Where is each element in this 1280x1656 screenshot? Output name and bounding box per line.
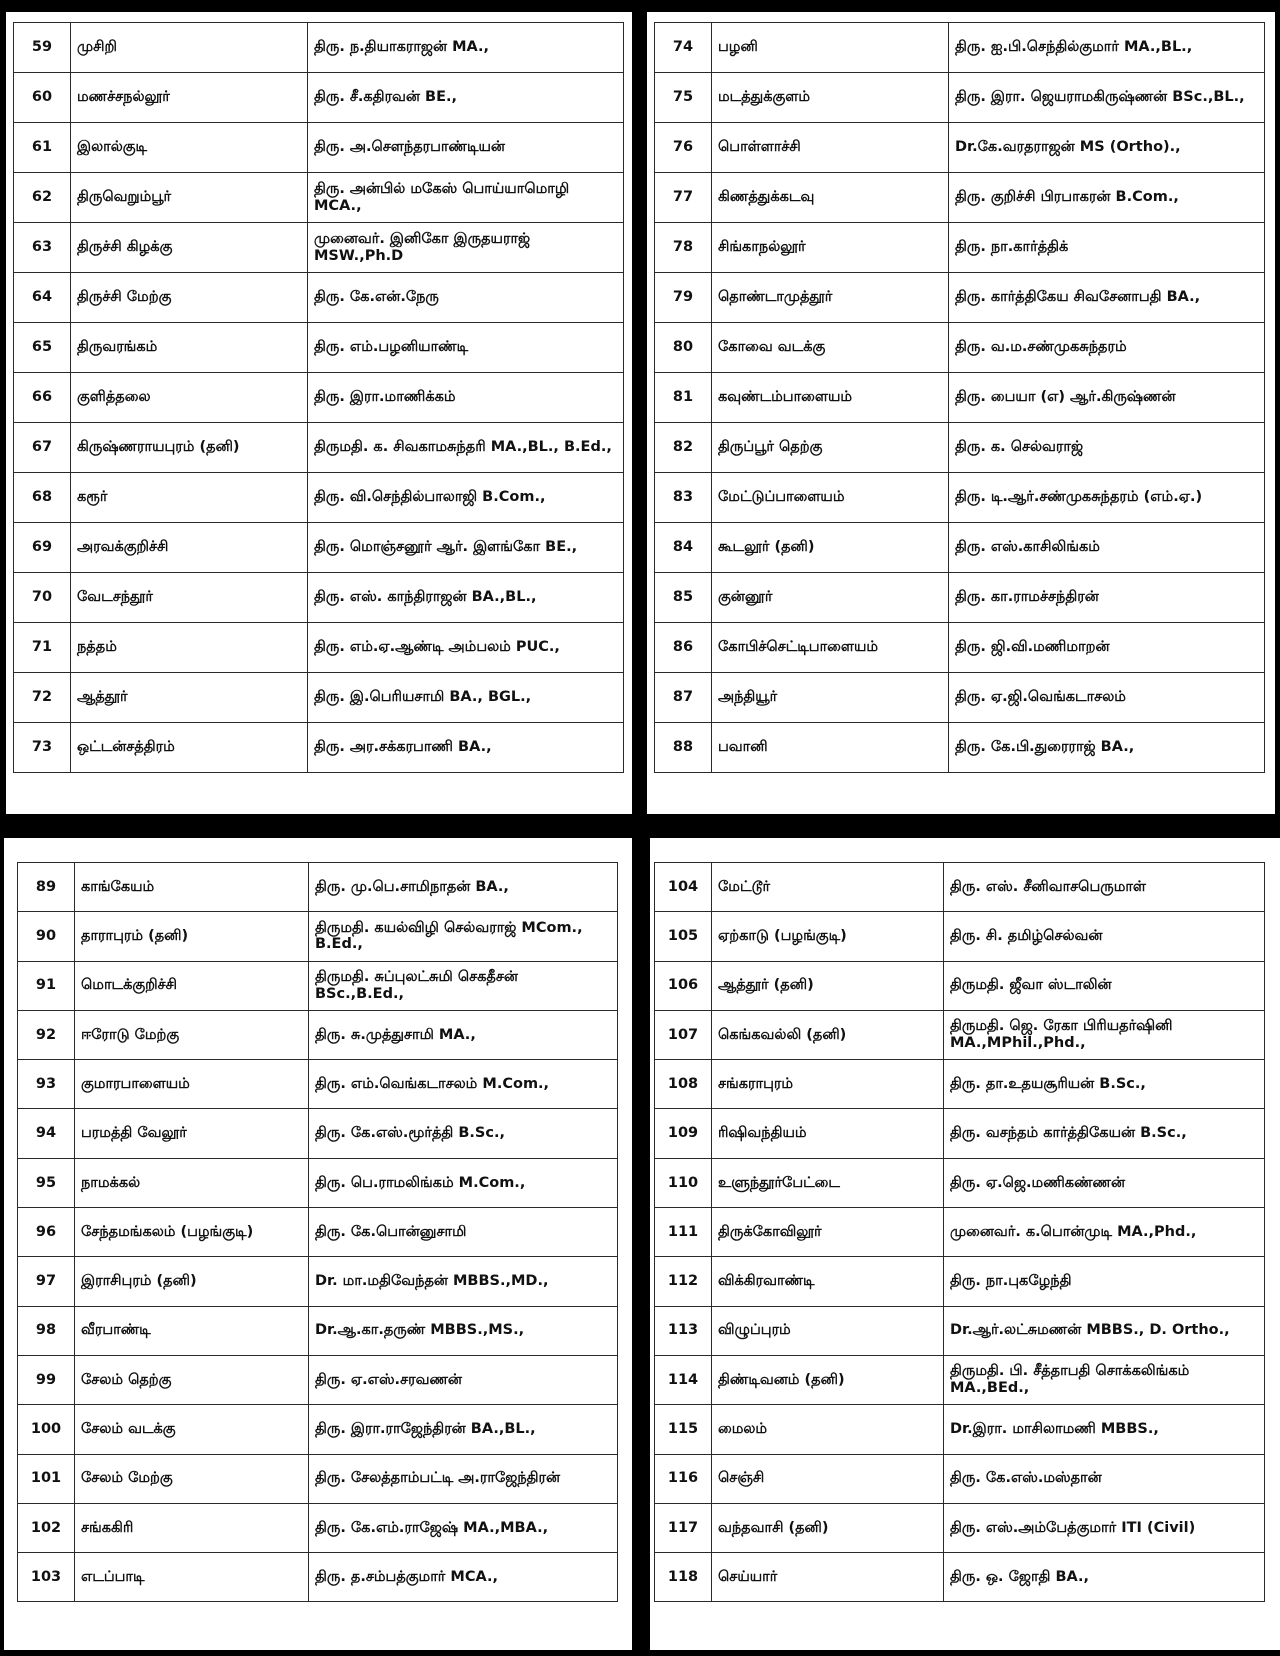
constituency-name: செய்யார் xyxy=(712,1553,944,1602)
candidate-name: திரு. இரா. ஜெயராமகிருஷ்ணன் BSc.,BL., xyxy=(949,73,1265,123)
table-row xyxy=(14,373,624,423)
table-row xyxy=(18,1405,618,1454)
row-number: 68 xyxy=(14,473,71,523)
candidate-name: Dr.இரா. மாசிலாமணி MBBS., xyxy=(944,1405,1265,1454)
constituency-name: வீரபாண்டி xyxy=(75,1306,309,1355)
table-row xyxy=(655,1306,1265,1355)
constituency-name: வேடசந்தூர் xyxy=(71,573,308,623)
constituency-name: சேலம் மேற்கு xyxy=(75,1454,309,1503)
constituency-name: ஆத்தூர் (தனி) xyxy=(712,961,944,1010)
row-number: 89 xyxy=(18,863,75,912)
row-number: 114 xyxy=(655,1355,712,1404)
constituency-name: மொடக்குறிச்சி xyxy=(75,961,309,1010)
candidate-name: திரு. நா.கார்த்திக் xyxy=(949,223,1265,273)
candidate-name: திருமதி. ஜெ. ரேகா பிரியதர்ஷினி MA.,MPhil.,Phd., xyxy=(944,1010,1265,1059)
candidate-name: திரு. எஸ்.காசிலிங்கம் xyxy=(949,523,1265,573)
table-row xyxy=(655,1405,1265,1454)
table-row xyxy=(655,323,1265,373)
row-number: 64 xyxy=(14,273,71,323)
candidate-name: திரு. குறிச்சி பிரபாகரன் B.Com., xyxy=(949,173,1265,223)
candidate-name: திரு. க. செல்வராஜ் xyxy=(949,423,1265,473)
constituency-name: ரிஷிவந்தியம் xyxy=(712,1109,944,1158)
candidate-name: திரு. பையா (எ) ஆர்.கிருஷ்ணன் xyxy=(949,373,1265,423)
candidate-name: Dr. மா.மதிவேந்தன் MBBS.,MD., xyxy=(309,1257,618,1306)
row-number: 98 xyxy=(18,1306,75,1355)
candidate-name: திருமதி. ஜீவா ஸ்டாலின் xyxy=(944,961,1265,1010)
row-number: 61 xyxy=(14,123,71,173)
row-number: 92 xyxy=(18,1010,75,1059)
constituency-name: செஞ்சி xyxy=(712,1454,944,1503)
constituency-name: குமாரபாளையம் xyxy=(75,1060,309,1109)
row-number: 103 xyxy=(18,1553,75,1602)
candidate-name: Dr.ஆர்.லட்சுமணன் MBBS., D. Ortho., xyxy=(944,1306,1265,1355)
table-row xyxy=(18,1553,618,1602)
table-row xyxy=(14,623,624,673)
candidate-name: திரு. வசந்தம் கார்த்திகேயன் B.Sc., xyxy=(944,1109,1265,1158)
candidate-name: திரு. டி.ஆர்.சண்முகசுந்தரம் (எம்.ஏ.) xyxy=(949,473,1265,523)
row-number: 95 xyxy=(18,1158,75,1207)
constituency-name: சேந்தமங்கலம் (பழங்குடி) xyxy=(75,1208,309,1257)
constituency-name: கவுண்டம்பாளையம் xyxy=(712,373,949,423)
table-row xyxy=(14,473,624,523)
candidate-name: திரு. எஸ். காந்திராஜன் BA.,BL., xyxy=(308,573,624,623)
candidate-name: திரு. மொஞ்சனூர் ஆர். இளங்கோ BE., xyxy=(308,523,624,573)
row-number: 90 xyxy=(18,912,75,961)
candidate-name: திரு. அர.சக்கரபாணி BA., xyxy=(308,723,624,773)
row-number: 109 xyxy=(655,1109,712,1158)
candidate-name: திரு. கே.எம்.ராஜேஷ் MA.,MBA., xyxy=(309,1503,618,1552)
row-number: 86 xyxy=(655,623,712,673)
row-number: 73 xyxy=(14,723,71,773)
candidate-name: திரு. இரா.மாணிக்கம் xyxy=(308,373,624,423)
constituency-name: கரூர் xyxy=(71,473,308,523)
row-number: 111 xyxy=(655,1208,712,1257)
table-row xyxy=(655,373,1265,423)
candidate-name: திரு. ஏ.ஜி.வெங்கடாசலம் xyxy=(949,673,1265,723)
table-row xyxy=(655,473,1265,523)
constituency-name: குன்னூர் xyxy=(712,573,949,623)
row-number: 62 xyxy=(14,173,71,223)
table-row xyxy=(655,223,1265,273)
constituency-name: இராசிபுரம் (தனி) xyxy=(75,1257,309,1306)
table-row xyxy=(655,1355,1265,1404)
constituency-name: கிருஷ்ணராயபுரம் (தனி) xyxy=(71,423,308,473)
candidate-name: திரு. ஐ.பி.செந்தில்குமார் MA.,BL., xyxy=(949,23,1265,73)
table-row xyxy=(18,1306,618,1355)
candidate-name: திரு. கே.பொன்னுசாமி xyxy=(309,1208,618,1257)
row-number: 78 xyxy=(655,223,712,273)
table-row xyxy=(655,1454,1265,1503)
table-row xyxy=(655,723,1265,773)
row-number: 116 xyxy=(655,1454,712,1503)
row-number: 100 xyxy=(18,1405,75,1454)
table-row xyxy=(14,223,624,273)
table-row xyxy=(14,423,624,473)
row-number: 84 xyxy=(655,523,712,573)
row-number: 93 xyxy=(18,1060,75,1109)
candidate-name: திரு. சேலத்தாம்பட்டி அ.ராஜேந்திரன் xyxy=(309,1454,618,1503)
row-number: 63 xyxy=(14,223,71,273)
table-row xyxy=(14,673,624,723)
candidate-panel-2 xyxy=(647,12,1275,814)
table-row xyxy=(18,1010,618,1059)
constituency-name: திருச்சி மேற்கு xyxy=(71,273,308,323)
table-row xyxy=(18,1355,618,1404)
constituency-name: காங்கேயம் xyxy=(75,863,309,912)
row-number: 113 xyxy=(655,1306,712,1355)
row-number: 117 xyxy=(655,1503,712,1552)
candidate-table xyxy=(654,862,1265,1602)
constituency-name: தொண்டாமுத்தூர் xyxy=(712,273,949,323)
constituency-name: எடப்பாடி xyxy=(75,1553,309,1602)
row-number: 99 xyxy=(18,1355,75,1404)
candidate-name: திரு. அன்பில் மகேஸ் பொய்யாமொழி MCA., xyxy=(308,173,624,223)
row-number: 60 xyxy=(14,73,71,123)
table-row xyxy=(18,1109,618,1158)
row-number: 82 xyxy=(655,423,712,473)
constituency-name: மைலம் xyxy=(712,1405,944,1454)
row-number: 112 xyxy=(655,1257,712,1306)
table-row xyxy=(14,573,624,623)
constituency-name: கூடலூர் (தனி) xyxy=(712,523,949,573)
table-row xyxy=(18,1060,618,1109)
table-row xyxy=(14,173,624,223)
row-number: 104 xyxy=(655,863,712,912)
table-row xyxy=(14,323,624,373)
constituency-name: கிணத்துக்கடவு xyxy=(712,173,949,223)
row-number: 97 xyxy=(18,1257,75,1306)
constituency-name: திருக்கோவிலூர் xyxy=(712,1208,944,1257)
table-row xyxy=(655,173,1265,223)
candidate-name: திரு. எம்.வெங்கடாசலம் M.Com., xyxy=(309,1060,618,1109)
row-number: 80 xyxy=(655,323,712,373)
candidate-name: திருமதி. சுப்புலட்சுமி செகதீசன் BSc.,B.Ed., xyxy=(309,961,618,1010)
constituency-name: திருச்சி கிழக்கு xyxy=(71,223,308,273)
candidate-name: திரு. சீ.கதிரவன் BE., xyxy=(308,73,624,123)
constituency-name: உளுந்தூர்பேட்டை xyxy=(712,1158,944,1207)
constituency-name: வந்தவாசி (தனி) xyxy=(712,1503,944,1552)
candidate-name: திரு. எஸ். சீனிவாசபெருமாள் xyxy=(944,863,1265,912)
row-number: 67 xyxy=(14,423,71,473)
candidate-name: Dr.ஆ.கா.தருண் MBBS.,MS., xyxy=(309,1306,618,1355)
constituency-name: பவானி xyxy=(712,723,949,773)
table-row xyxy=(18,1208,618,1257)
candidate-panel-3 xyxy=(4,838,632,1650)
candidate-name: திரு. மு.பெ.சாமிநாதன் BA., xyxy=(309,863,618,912)
candidate-name: திரு. அ.சௌந்தரபாண்டியன் xyxy=(308,123,624,173)
row-number: 85 xyxy=(655,573,712,623)
table-row xyxy=(18,912,618,961)
row-number: 72 xyxy=(14,673,71,723)
row-number: 108 xyxy=(655,1060,712,1109)
table-row xyxy=(655,1060,1265,1109)
table-row xyxy=(655,1553,1265,1602)
constituency-name: சங்ககிரி xyxy=(75,1503,309,1552)
row-number: 107 xyxy=(655,1010,712,1059)
row-number: 70 xyxy=(14,573,71,623)
table-row xyxy=(14,723,624,773)
constituency-name: விழுப்புரம் xyxy=(712,1306,944,1355)
table-row xyxy=(18,1257,618,1306)
candidate-name: திரு. கே.எஸ்.மூர்த்தி B.Sc., xyxy=(309,1109,618,1158)
constituency-name: சேலம் வடக்கு xyxy=(75,1405,309,1454)
row-number: 102 xyxy=(18,1503,75,1552)
constituency-name: பழனி xyxy=(712,23,949,73)
table-row xyxy=(655,23,1265,73)
row-number: 96 xyxy=(18,1208,75,1257)
constituency-name: கெங்கவல்லி (தனி) xyxy=(712,1010,944,1059)
table-row xyxy=(655,1257,1265,1306)
constituency-name: சங்கராபுரம் xyxy=(712,1060,944,1109)
constituency-name: விக்கிரவாண்டி xyxy=(712,1257,944,1306)
candidate-name: திரு. நா.புகழேந்தி xyxy=(944,1257,1265,1306)
row-number: 79 xyxy=(655,273,712,323)
row-number: 69 xyxy=(14,523,71,573)
row-number: 65 xyxy=(14,323,71,373)
table-row xyxy=(655,1158,1265,1207)
candidate-name: முனைவர். க.பொன்முடி MA.,Phd., xyxy=(944,1208,1265,1257)
table-row xyxy=(655,273,1265,323)
candidate-name: திருமதி. பி. சீத்தாபதி சொக்கலிங்கம் MA.,BEd., xyxy=(944,1355,1265,1404)
constituency-name: நத்தம் xyxy=(71,623,308,673)
row-number: 106 xyxy=(655,961,712,1010)
table-row xyxy=(14,73,624,123)
constituency-name: ஒட்டன்சத்திரம் xyxy=(71,723,308,773)
constituency-name: திருவெறும்பூர் xyxy=(71,173,308,223)
table-row xyxy=(655,73,1265,123)
table-row xyxy=(18,863,618,912)
table-row xyxy=(655,623,1265,673)
row-number: 87 xyxy=(655,673,712,723)
constituency-name: ஏற்காடு (பழங்குடி) xyxy=(712,912,944,961)
table-row xyxy=(655,1503,1265,1552)
candidate-name: திரு. ஏ.ஜெ.மணிகண்ணன் xyxy=(944,1158,1265,1207)
row-number: 118 xyxy=(655,1553,712,1602)
row-number: 91 xyxy=(18,961,75,1010)
table-row xyxy=(14,273,624,323)
constituency-name: கோபிச்செட்டிபாளையம் xyxy=(712,623,949,673)
candidate-table xyxy=(13,22,624,773)
row-number: 75 xyxy=(655,73,712,123)
row-number: 105 xyxy=(655,912,712,961)
candidate-name: திரு. தா.உதயசூரியன் B.Sc., xyxy=(944,1060,1265,1109)
candidate-table xyxy=(17,862,618,1602)
candidate-name: திரு. வி.செந்தில்பாலாஜி B.Com., xyxy=(308,473,624,523)
table-row xyxy=(18,1503,618,1552)
constituency-name: அந்தியூர் xyxy=(712,673,949,723)
constituency-name: திருப்பூர் தெற்கு xyxy=(712,423,949,473)
row-number: 59 xyxy=(14,23,71,73)
row-number: 115 xyxy=(655,1405,712,1454)
table-row xyxy=(14,123,624,173)
candidate-name: திரு. ஒ. ஜோதி BA., xyxy=(944,1553,1265,1602)
row-number: 94 xyxy=(18,1109,75,1158)
candidate-name: திரு. வ.ம.சண்முகசுந்தரம் xyxy=(949,323,1265,373)
constituency-name: ஈரோடு மேற்கு xyxy=(75,1010,309,1059)
candidate-name: முனைவர். இனிகோ இருதயராஜ் MSW.,Ph.D xyxy=(308,223,624,273)
candidate-name: திரு. ஜி.வி.மணிமாறன் xyxy=(949,623,1265,673)
candidate-name: திரு. கே.பி.துரைராஜ் BA., xyxy=(949,723,1265,773)
candidate-name: திருமதி. கயல்விழி செல்வராஜ் MCom., B.Ed., xyxy=(309,912,618,961)
candidate-name: Dr.கே.வரதராஜன் MS (Ortho)., xyxy=(949,123,1265,173)
row-number: 88 xyxy=(655,723,712,773)
table-row xyxy=(655,673,1265,723)
row-number: 77 xyxy=(655,173,712,223)
candidate-name: திரு. எம்.ஏ.ஆண்டி அம்பலம் PUC., xyxy=(308,623,624,673)
candidate-name: திரு. ஏ.எஸ்.சரவணன் xyxy=(309,1355,618,1404)
row-number: 66 xyxy=(14,373,71,423)
constituency-name: நாமக்கல் xyxy=(75,1158,309,1207)
constituency-name: இலால்குடி xyxy=(71,123,308,173)
table-row xyxy=(655,123,1265,173)
candidate-name: திரு. ந.தியாகராஜன் MA., xyxy=(308,23,624,73)
constituency-name: பொள்ளாச்சி xyxy=(712,123,949,173)
constituency-name: திருவரங்கம் xyxy=(71,323,308,373)
table-row xyxy=(655,863,1265,912)
candidate-name: திரு. சி. தமிழ்செல்வன் xyxy=(944,912,1265,961)
constituency-name: ஆத்தூர் xyxy=(71,673,308,723)
candidate-name: திரு. எம்.பழனியாண்டி xyxy=(308,323,624,373)
constituency-name: மடத்துக்குளம் xyxy=(712,73,949,123)
constituency-name: மேட்டுப்பாளையம் xyxy=(712,473,949,523)
row-number: 83 xyxy=(655,473,712,523)
candidate-name: திரு. கே.எஸ்.மஸ்தான் xyxy=(944,1454,1265,1503)
candidate-name: திரு. இ.பெரியசாமி BA., BGL., xyxy=(308,673,624,723)
table-row xyxy=(655,573,1265,623)
table-row xyxy=(14,23,624,73)
constituency-name: அரவக்குறிச்சி xyxy=(71,523,308,573)
table-row xyxy=(655,912,1265,961)
candidate-panel-4 xyxy=(650,838,1280,1650)
table-row xyxy=(655,523,1265,573)
candidate-name: திரு. கார்த்திகேய சிவசேனாபதி BA., xyxy=(949,273,1265,323)
row-number: 81 xyxy=(655,373,712,423)
candidate-name: திரு. கா.ராமச்சந்திரன் xyxy=(949,573,1265,623)
candidate-table xyxy=(654,22,1265,773)
candidate-name: திரு. பெ.ராமலிங்கம் M.Com., xyxy=(309,1158,618,1207)
table-row xyxy=(18,961,618,1010)
row-number: 101 xyxy=(18,1454,75,1503)
table-row xyxy=(655,961,1265,1010)
constituency-name: மணச்சநல்லூர் xyxy=(71,73,308,123)
constituency-name: முசிறி xyxy=(71,23,308,73)
candidate-name: திரு. எஸ்.அம்பேத்குமார் ITI (Civil) xyxy=(944,1503,1265,1552)
row-number: 74 xyxy=(655,23,712,73)
candidate-panel-1 xyxy=(6,12,632,814)
row-number: 110 xyxy=(655,1158,712,1207)
constituency-name: சேலம் தெற்கு xyxy=(75,1355,309,1404)
candidate-name: திரு. சு.முத்துசாமி MA., xyxy=(309,1010,618,1059)
constituency-name: சிங்காநல்லூர் xyxy=(712,223,949,273)
candidate-name: திரு. இரா.ராஜேந்திரன் BA.,BL., xyxy=(309,1405,618,1454)
table-row xyxy=(655,423,1265,473)
constituency-name: கோவை வடக்கு xyxy=(712,323,949,373)
row-number: 71 xyxy=(14,623,71,673)
candidate-name: திரு. கே.என்.நேரு xyxy=(308,273,624,323)
constituency-name: திண்டிவனம் (தனி) xyxy=(712,1355,944,1404)
constituency-name: தாராபுரம் (தனி) xyxy=(75,912,309,961)
constituency-name: மேட்டூர் xyxy=(712,863,944,912)
table-row xyxy=(18,1454,618,1503)
constituency-name: பரமத்தி வேலூர் xyxy=(75,1109,309,1158)
table-row xyxy=(655,1109,1265,1158)
row-number: 76 xyxy=(655,123,712,173)
table-row xyxy=(655,1010,1265,1059)
constituency-name: குளித்தலை xyxy=(71,373,308,423)
candidate-name: திரு. த.சம்பத்குமார் MCA., xyxy=(309,1553,618,1602)
table-row xyxy=(14,523,624,573)
candidate-name: திருமதி. க. சிவகாமசுந்தரி MA.,BL., B.Ed., xyxy=(308,423,624,473)
table-row xyxy=(655,1208,1265,1257)
table-row xyxy=(18,1158,618,1207)
